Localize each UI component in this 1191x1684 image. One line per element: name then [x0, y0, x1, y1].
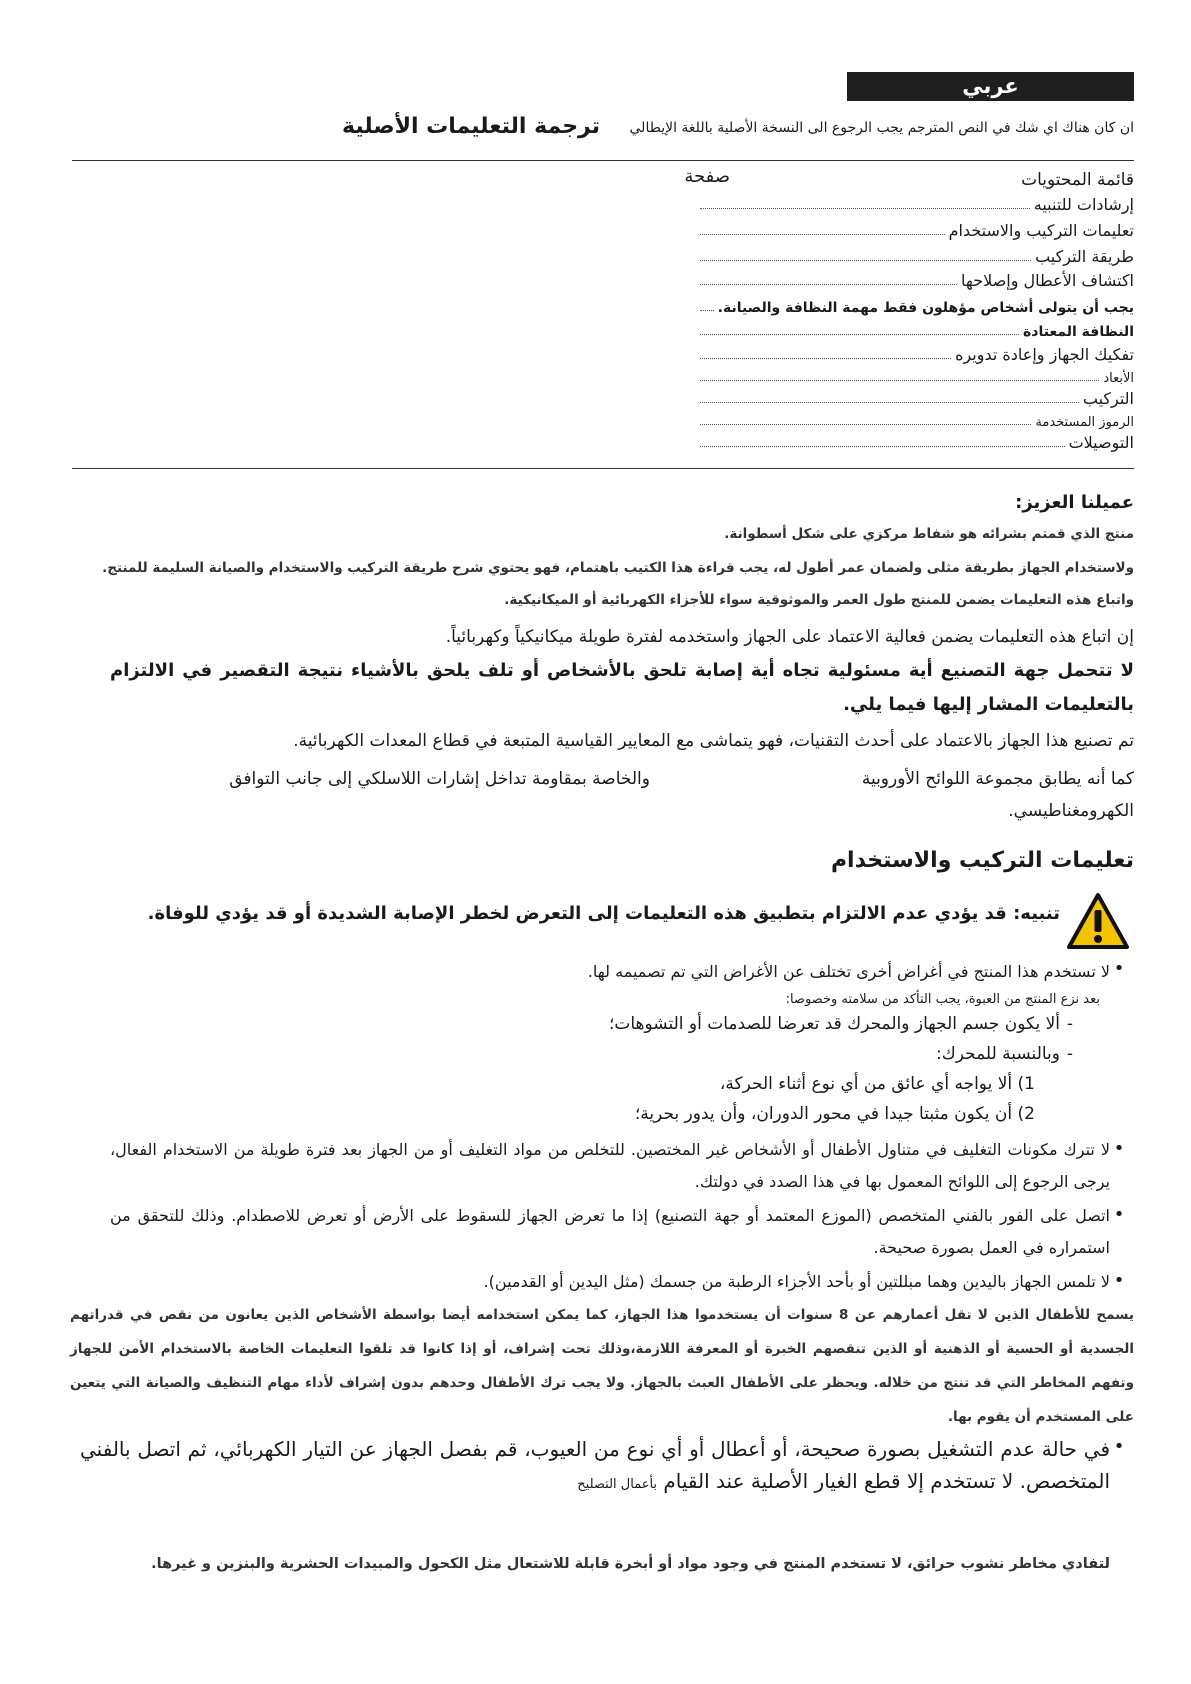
greeting: عميلنا العزيز:	[1015, 492, 1134, 513]
eu-directives-text-continued: والخاصة بمقاومة تداخل إشارات اللاسلكي إلى جانب التوافق	[229, 769, 650, 789]
toc-item-label: الأبعاد	[1103, 371, 1134, 386]
motor-check-2: 2) أن يكون مثبتا جيدا في محور الدوران، وأن يدور بحرية؛	[634, 1104, 1035, 1124]
dash-mark: -	[1066, 1014, 1074, 1034]
toc-item-label: يجب أن يتولى أشخاص مؤهلون فقط مهمة النظافة والصيانة.	[717, 300, 1134, 316]
toc-leader-dots	[700, 208, 1030, 209]
toc-item-label: اكتشاف الأعطال وإصلاحها	[961, 271, 1134, 290]
malfunction-text: في حالة عدم التشغيل بصورة صحيحة، أو أعطال أو أي نوع من العيوب، قم بفصل الجهاز عن التيار الكهربائي، ثم اتصل بالفني المتخصص. لا تستخدم إلا قطع الغيار الأصلية عند القيام	[80, 1437, 1110, 1493]
toc-item[interactable]	[700, 192, 1134, 214]
standards-paragraph: تم تصنيع هذا الجهاز بالاعتماد على أحدث التقنيات، فهو يتماشى مع المعايير القياسية المتبعة في قطاع المعدات الكهربائية.	[293, 731, 1134, 751]
toc-item[interactable]	[700, 342, 1134, 364]
toc-item[interactable]	[700, 364, 1134, 386]
check-motor: وبالنسبة للمحرك:	[936, 1044, 1060, 1064]
toc-item-label: تعليمات التركيب والاستخدام	[948, 221, 1134, 240]
follow-instructions-paragraph: إن اتباع هذه التعليمات يضمن فعالية الاعتماد على الجهاز واستخدمه لفترة طويلة ميكانيكياً وكهربائياً.	[445, 627, 1134, 647]
toc-item-label: الرموز المستخدمة	[1035, 415, 1134, 430]
toc-leader-dots	[700, 424, 1031, 425]
malfunction-bullet	[80, 1433, 1110, 1501]
toc-item-label: إرشادات للتنبيه	[1033, 195, 1134, 214]
divider-toc	[72, 468, 1134, 469]
unpack-check-text: بعد نزع المنتج من العبوة، يجب التأكد من سلامته وخصوصا:	[785, 992, 1100, 1007]
toc-leader-dots	[700, 260, 1031, 261]
toc-item[interactable]	[700, 386, 1134, 408]
toc-title: قائمة المحتويات	[1021, 170, 1134, 190]
translation-note: ان كان هناك اي شك في النص المترجم يجب الرجوع الى النسخة الأصلية باللغة الإيطالي	[629, 120, 1134, 136]
bullet-dot: •	[1113, 1204, 1125, 1225]
read-manual-paragraph: ولاستخدام الجهاز بطريقة مثلى ولضمان عمر أطول له، يجب قراءة هذا الكتيب باهتمام، فهو يحتوي شرح طريقة التركيب والاستخدام والصيانة السليمة للمنتج. واتباع هذه التعليمات يضمن للمنتج طول العمر والموثوقية سواء للأجزاء الكهربائية أو الميكانيكية.	[102, 560, 1134, 608]
packaging-bullet: لا تترك مكونات التغليف في متناول الأطفال أو الأشخاص غير المختصين. للتخلص من مواد التغليف أو من الجهاز بعد فترة طويلة من الاستخدام الفعال، يرجى الرجوع إلى اللوائح المعمول بها في هذا الصدد في دولتك.	[110, 1140, 1110, 1191]
bullet-dot: •	[1113, 958, 1125, 979]
divider-top	[72, 160, 1134, 161]
toc-leader-dots	[700, 334, 1019, 335]
motor-check-1: 1) ألا يواجه أي عائق من أي نوع أثناء الحركة،	[719, 1074, 1035, 1094]
contact-technician-bullet: اتصل على الفور بالفني المتخصص (الموزع المعتمد أو جهة التصنيع) إذا ما تعرض الجهاز للسقوط على الأرض أو تعرض للاصطدام. وذلك للتحقق من استمراره في العمل بصورة صحيحة.	[110, 1206, 1110, 1257]
toc-page-label: صفحة	[684, 166, 730, 187]
toc-item[interactable]	[700, 218, 1134, 240]
toc-leader-dots	[700, 284, 957, 285]
section-title: تعليمات التركيب والاستخدام	[830, 848, 1134, 873]
toc-item[interactable]	[700, 408, 1134, 430]
toc-item[interactable]	[700, 430, 1134, 452]
children-safety-paragraph: يسمح للأطفال الذين لا تقل أعمارهم عن 8 سنوات أن يستخدموا هذا الجهاز، كما يمكن استخدامه أيضا بواسطة الأشخاص الذين يعانون من نقص في قدراتهم الجسدية أو الحسية أو الذهنية أو الذين تنقصهم الخبرة أو المعرفة اللازمة،وذلك تحت إشراف، أو إذا كانوا قد تلقوا التعليمات الخاصة بالاستخدام الأمن للجهاز وتفهم المخاطر التي قد تنتج من خلاله. ويحظر على الأطفال العبث بالجهاز. ولا يجب ترك الأطفال وحدهم بدون إشراف لأداء مهام التنظيف والصيانة التي يتعين على المستخدم أن يقوم بها.	[70, 1307, 1134, 1425]
toc-leader-dots	[700, 446, 1065, 447]
eu-directives-text: كما أنه يطابق مجموعة اللوائح الأوروبية	[861, 769, 1134, 789]
malfunction-text-tail: بأعمال التصليح	[577, 1477, 658, 1492]
toc-item-label: تفكيك الجهاز وإعادة تدويره	[955, 345, 1134, 364]
bullet-dot: •	[1113, 1436, 1125, 1457]
bullet-dot: •	[1113, 1138, 1125, 1159]
dash-mark: -	[1066, 1044, 1074, 1064]
toc-item-label: طريقة التركيب	[1035, 247, 1134, 266]
product-description: منتج الذي قمتم بشرائه هو شفاط مركزي على شكل أسطوانة.	[724, 526, 1134, 542]
warning-triangle-icon	[1066, 892, 1130, 950]
language-label-bar: عربي	[847, 72, 1134, 101]
fire-hazard-note: لتفادي مخاطر نشوب حرائق، لا تستخدم المنتج في وجود مواد أو أبخرة قابلة للاشتعال مثل الكحول والمبيدات الحشرية والبنزين و غيرها.	[151, 1556, 1110, 1572]
warning-text: تنبيه: قد يؤدي عدم الالتزام بتطبيق هذه التعليمات إلى التعرض لخطر الإصابة الشديدة أو قد يؤدي للوفاة.	[147, 903, 1060, 924]
toc-item-label: التركيب	[1082, 389, 1134, 408]
toc-item[interactable]	[700, 294, 1134, 316]
check-body-motor: ألا يكون جسم الجهاز والمحرك قد تعرضا للصدمات أو التشوهات؛	[608, 1014, 1060, 1034]
toc-leader-dots	[700, 402, 1079, 403]
liability-statement: لا تتحمل جهة التصنيع أية مسئولية تجاه أية إصابة تلحق بالأشخاص أو تلف يلحق بالأشياء نتيجة التقصير في الالتزام بالتعليمات المشار إليها فيما يلي.	[110, 660, 1134, 715]
wet-hands-bullet: لا تلمس الجهاز باليدين وهما مبللتين أو بأحد الأجزاء الرطبة من جسمك (مثل اليدين أو القدمين).	[483, 1272, 1110, 1291]
eu-directives-text-end: الكهرومغناطيسي.	[1008, 801, 1134, 821]
document-title: ترجمة التعليمات الأصلية	[342, 114, 600, 139]
toc-item[interactable]	[700, 318, 1134, 340]
toc-item[interactable]	[700, 268, 1134, 290]
bullet-dot: •	[1113, 1270, 1125, 1291]
purpose-bullet: لا تستخدم هذا المنتج في أغراض أخرى تختلف عن الأغراض التي تم تصميمه لها.	[587, 962, 1110, 981]
toc-leader-dots	[700, 310, 714, 311]
toc-leader-dots	[700, 358, 951, 359]
toc-item-label: النظافة المعتادة	[1023, 324, 1134, 340]
toc-item-label: التوصيلات	[1068, 433, 1134, 452]
toc-item[interactable]	[700, 244, 1134, 266]
toc-leader-dots	[700, 234, 945, 235]
toc-leader-dots	[700, 380, 1099, 381]
